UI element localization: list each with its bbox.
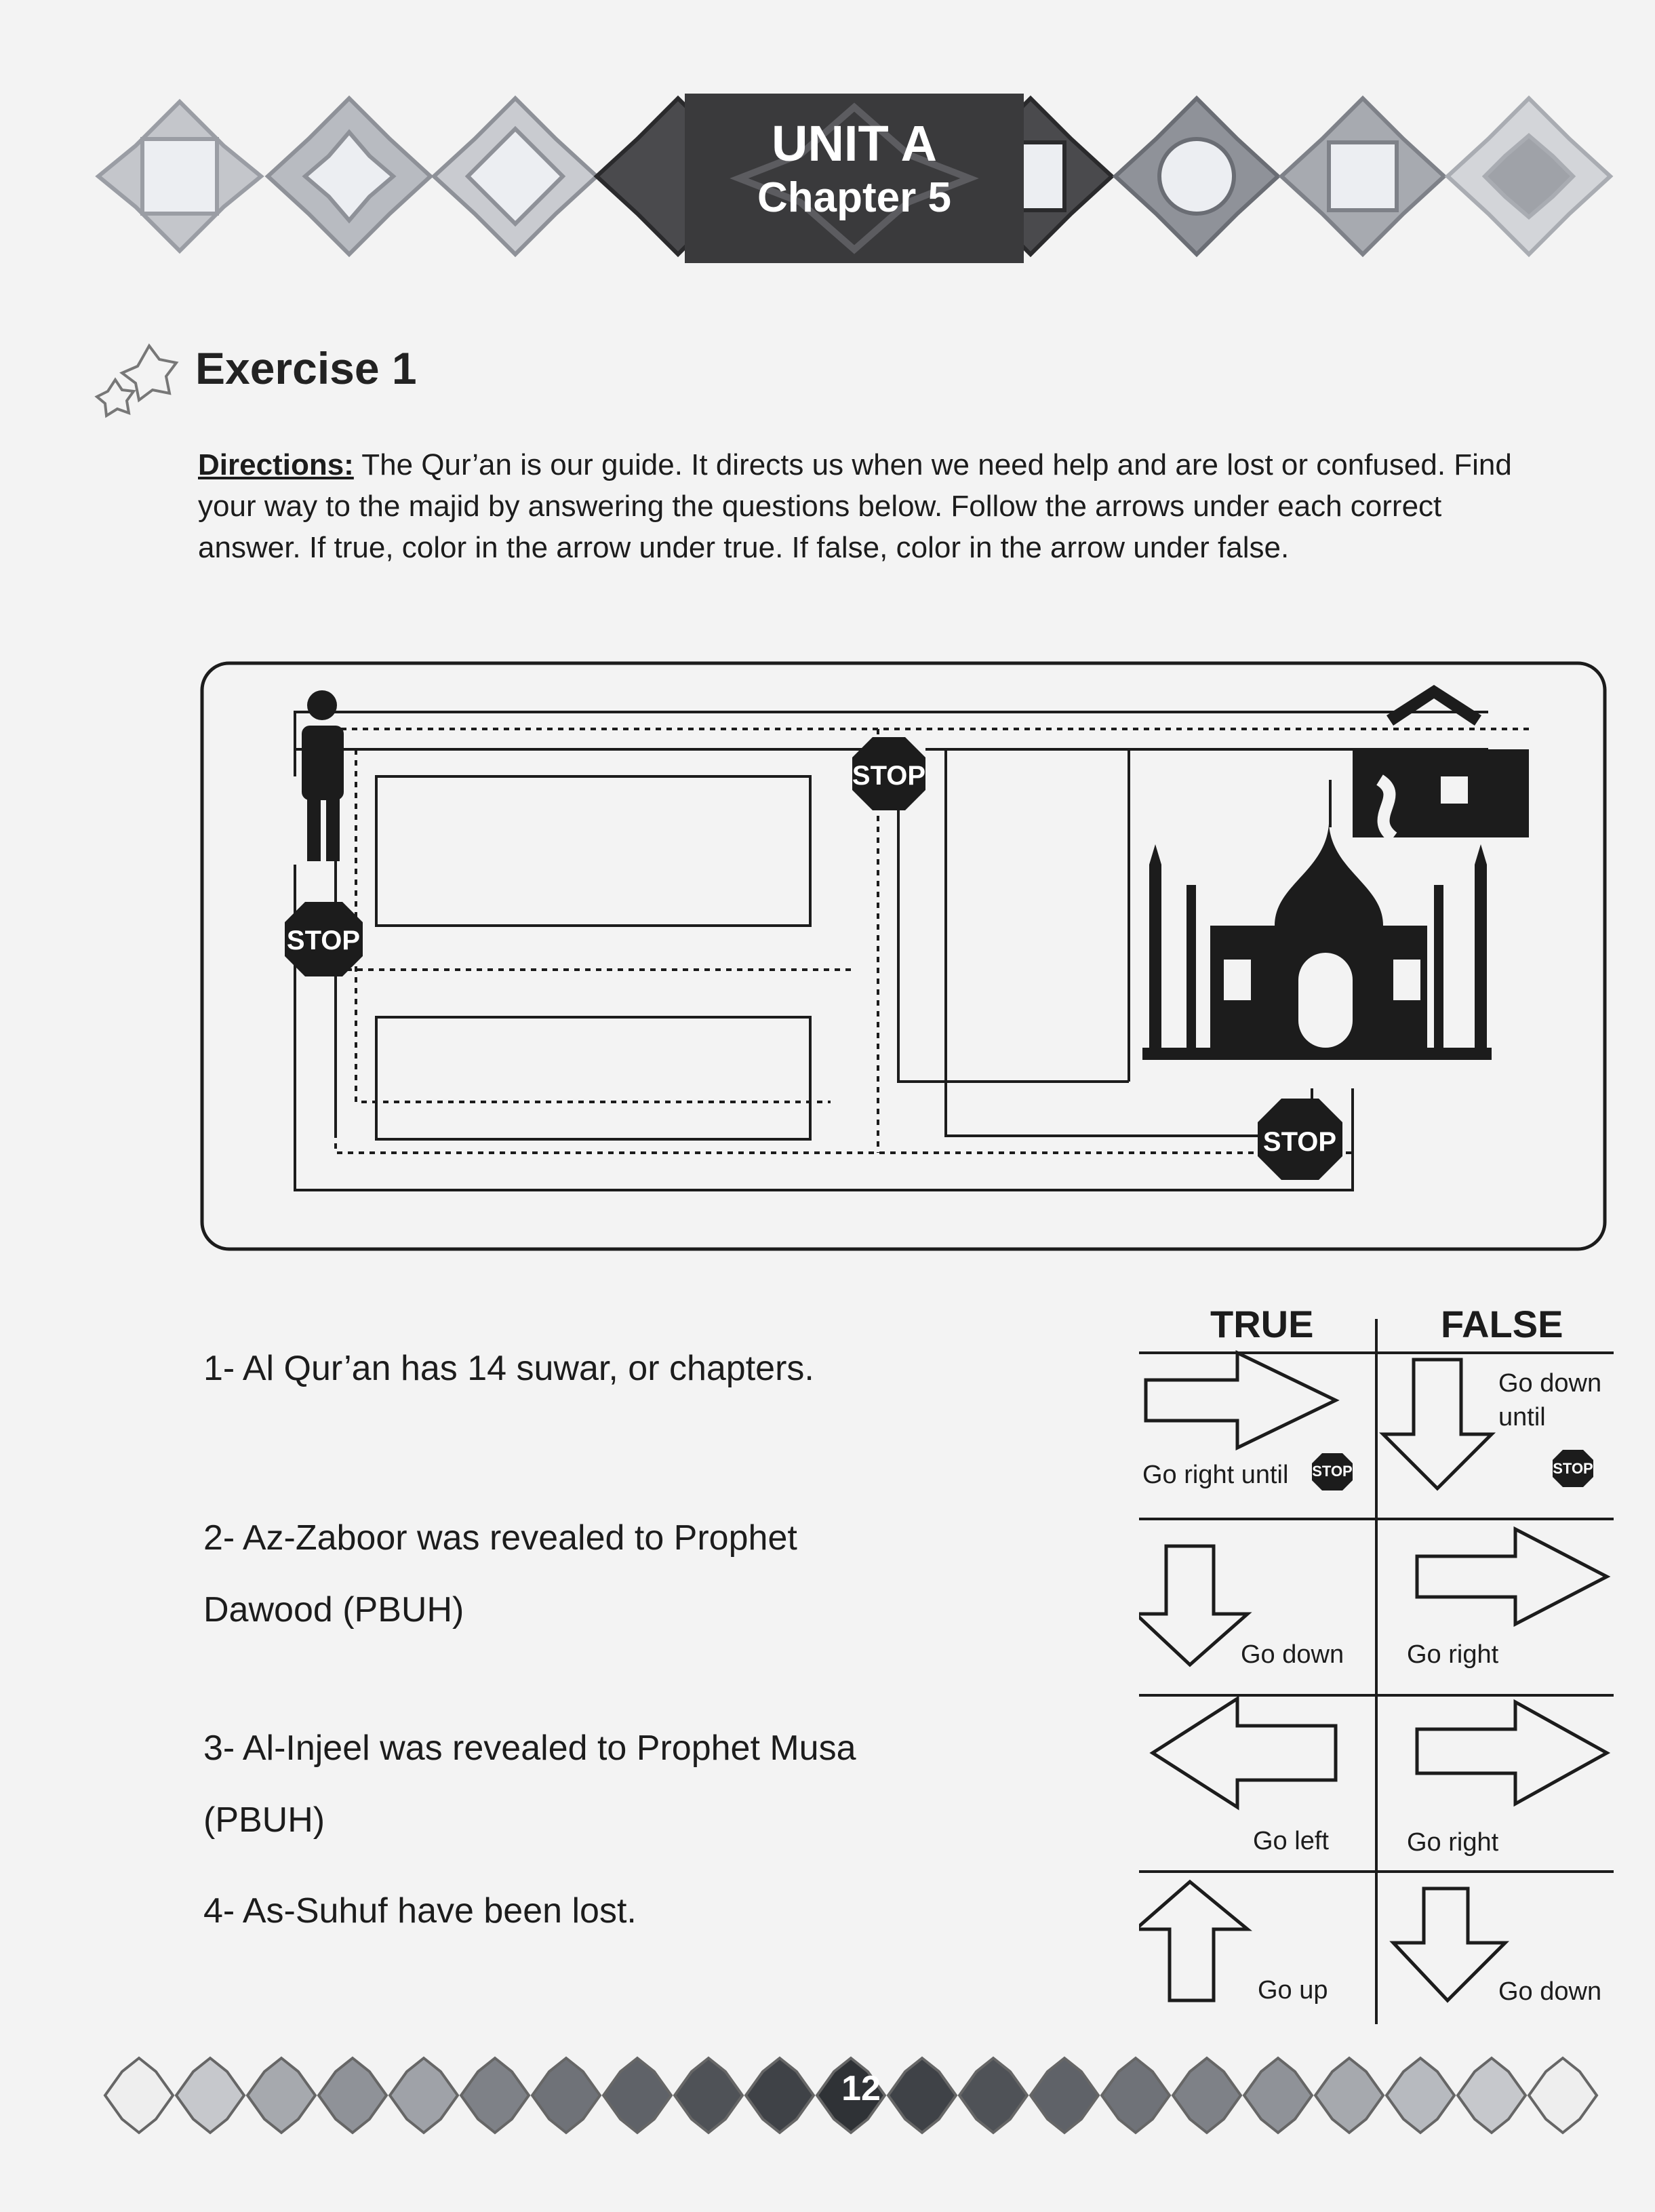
person-icon	[302, 690, 344, 861]
q2-true-label: Go down	[1241, 1640, 1344, 1669]
banner-star-6	[1115, 98, 1278, 254]
false-column-header: FALSE	[1441, 1303, 1563, 1345]
chapter-label: Chapter 5	[757, 174, 951, 221]
question-3: 3- Al-Injeel was revealed to Prophet Musa (PBUH)	[203, 1729, 856, 1840]
q2-false-label: Go right	[1407, 1640, 1499, 1669]
q2-true-down-arrow-icon	[1139, 1546, 1248, 1665]
banner-star-2	[268, 98, 431, 254]
maze-diagram	[200, 661, 1607, 1251]
q4-false-down-arrow-icon	[1393, 1889, 1505, 2000]
banner-star-7	[1281, 98, 1444, 254]
directions-label: Directions:	[198, 448, 354, 481]
stop-sign-top	[852, 737, 925, 810]
unit-label: UNIT A	[772, 115, 937, 172]
directions-paragraph	[198, 444, 1540, 568]
stop-sign-left	[285, 902, 363, 976]
stop-sign-bottom	[1258, 1099, 1342, 1180]
banner-star-8	[1448, 98, 1610, 254]
q1-true-label: Go right until	[1142, 1461, 1289, 1489]
question-2: 2- Az-Zaboor was revealed to Prophet Dawood (PBUH)	[203, 1518, 797, 1630]
banner-star-1	[98, 102, 261, 251]
q3-false-label: Go right	[1407, 1828, 1499, 1857]
page-number: 12	[841, 2069, 881, 2108]
question-1: 1- Al Qur’an has 14 suwar, or chapters.	[203, 1349, 814, 1388]
stop-label-left: STOP	[286, 926, 361, 955]
q1-false-down-arrow-icon	[1383, 1360, 1492, 1488]
unit-title	[685, 115, 1024, 224]
directions-text: The Qur’an is our guide. It directs us when we need help and are lost or confused. Find your way to the majid by answering the questions below. Follow the arrows under each correct answer. If true, color in the arrow under true. If false, color in the arrow under false.	[198, 448, 1512, 564]
exercise-title: Exercise 1	[195, 343, 417, 393]
q4-false-label: Go down	[1498, 1977, 1602, 2006]
svg-text:STOP: STOP	[1553, 1460, 1593, 1477]
true-column-header: TRUE	[1210, 1303, 1314, 1345]
q1-true-right-arrow-icon	[1146, 1353, 1336, 1448]
svg-text:STOP: STOP	[1312, 1463, 1353, 1480]
q4-true-up-arrow-icon	[1139, 1882, 1248, 2000]
small-stop-sign-false	[1553, 1450, 1593, 1487]
question-4: 4- As-Suhuf have been lost.	[203, 1891, 637, 1931]
exercise-star-icon	[92, 342, 180, 424]
stop-label-bottom: STOP	[1262, 1127, 1337, 1157]
q3-true-left-arrow-icon	[1153, 1699, 1336, 1807]
house-icon	[1353, 685, 1529, 837]
q3-true-label: Go left	[1253, 1827, 1329, 1855]
q1-false-label-b: until	[1498, 1403, 1546, 1431]
q3-false-right-arrow-icon	[1417, 1702, 1607, 1804]
small-stop-sign-true	[1312, 1453, 1353, 1490]
banner-star-3	[434, 98, 597, 254]
q1-false-label-a: Go down	[1498, 1369, 1602, 1398]
q4-true-label: Go up	[1258, 1976, 1328, 2004]
q2-false-right-arrow-icon	[1417, 1529, 1607, 1624]
stop-label-top: STOP	[852, 761, 926, 791]
